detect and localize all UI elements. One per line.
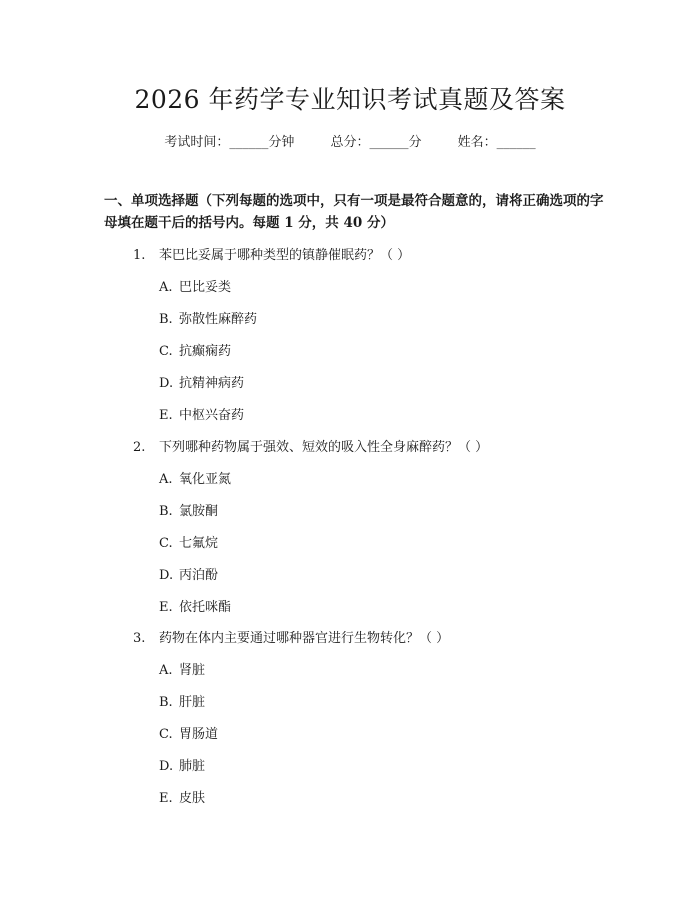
question-2 <box>133 436 488 455</box>
option-letter: E. <box>159 600 173 615</box>
total-score-field: 总分：______分 <box>330 135 422 150</box>
question-number: 2. <box>133 440 146 455</box>
option-text: 弥散性麻醉药 <box>179 312 258 327</box>
option-letter: C. <box>159 344 173 359</box>
option-item <box>159 276 231 295</box>
option-item <box>159 755 205 774</box>
option-item <box>159 372 244 391</box>
option-text: 丙泊酚 <box>179 568 219 583</box>
option-text: 巴比妥类 <box>179 280 232 295</box>
option-letter: C. <box>159 727 173 742</box>
option-item <box>159 340 231 359</box>
option-text: 氯胺酮 <box>179 504 219 519</box>
option-letter: E. <box>159 408 173 423</box>
question-text: 苯巴比妥属于哪种类型的镇静催眠药？（ ） <box>159 248 411 263</box>
page-title: 2026 年药学专业知识考试真题及答案 <box>134 85 566 114</box>
option-letter: A. <box>159 280 173 295</box>
option-item <box>159 308 257 327</box>
question-number: 1. <box>133 248 146 263</box>
option-letter: C. <box>159 536 173 551</box>
option-letter: A. <box>159 663 173 678</box>
option-item <box>159 500 218 519</box>
question-3 <box>133 627 449 646</box>
exam-info-line <box>0 131 700 150</box>
option-letter: A. <box>159 472 173 487</box>
option-text: 胃肠道 <box>179 727 219 742</box>
option-text: 肝脏 <box>179 695 206 710</box>
option-letter: D. <box>159 376 174 391</box>
name-field: 姓名：______ <box>457 135 536 150</box>
option-letter: B. <box>159 312 173 327</box>
option-text: 氧化亚氮 <box>179 472 232 487</box>
option-text: 肺脏 <box>179 759 206 774</box>
option-letter: B. <box>159 504 173 519</box>
question-text: 药物在体内主要通过哪种器官进行生物转化？（ ） <box>159 631 450 646</box>
question-text: 下列哪种药物属于强效、短效的吸入性全身麻醉药？（ ） <box>159 440 489 455</box>
option-text: 抗癫痫药 <box>179 344 232 359</box>
option-item <box>159 564 218 583</box>
option-letter: D. <box>159 759 174 774</box>
option-item <box>159 596 231 615</box>
option-item <box>159 691 205 710</box>
option-text: 七氟烷 <box>179 536 219 551</box>
option-text: 肾脏 <box>179 663 206 678</box>
option-letter: B. <box>159 695 173 710</box>
option-item <box>159 404 244 423</box>
option-text: 依托咪酯 <box>179 600 232 615</box>
option-item <box>159 659 205 678</box>
option-item <box>159 787 205 806</box>
option-text: 中枢兴奋药 <box>179 408 245 423</box>
option-letter: D. <box>159 568 174 583</box>
option-text: 抗精神病药 <box>179 376 245 391</box>
option-item <box>159 723 218 742</box>
question-number: 3. <box>133 631 146 646</box>
option-item <box>159 468 231 487</box>
question-1 <box>133 244 410 263</box>
option-item <box>159 532 218 551</box>
option-letter: E. <box>159 791 173 806</box>
section-header: 一、单项选择题（下列每题的选项中，只有一项是最符合题意的，请将正确选项的字母填在题干后的括号内。每题 1 分，共 40 分） <box>104 193 604 231</box>
exam-time-field: 考试时间：______分钟 <box>164 135 295 150</box>
option-text: 皮肤 <box>179 791 206 806</box>
